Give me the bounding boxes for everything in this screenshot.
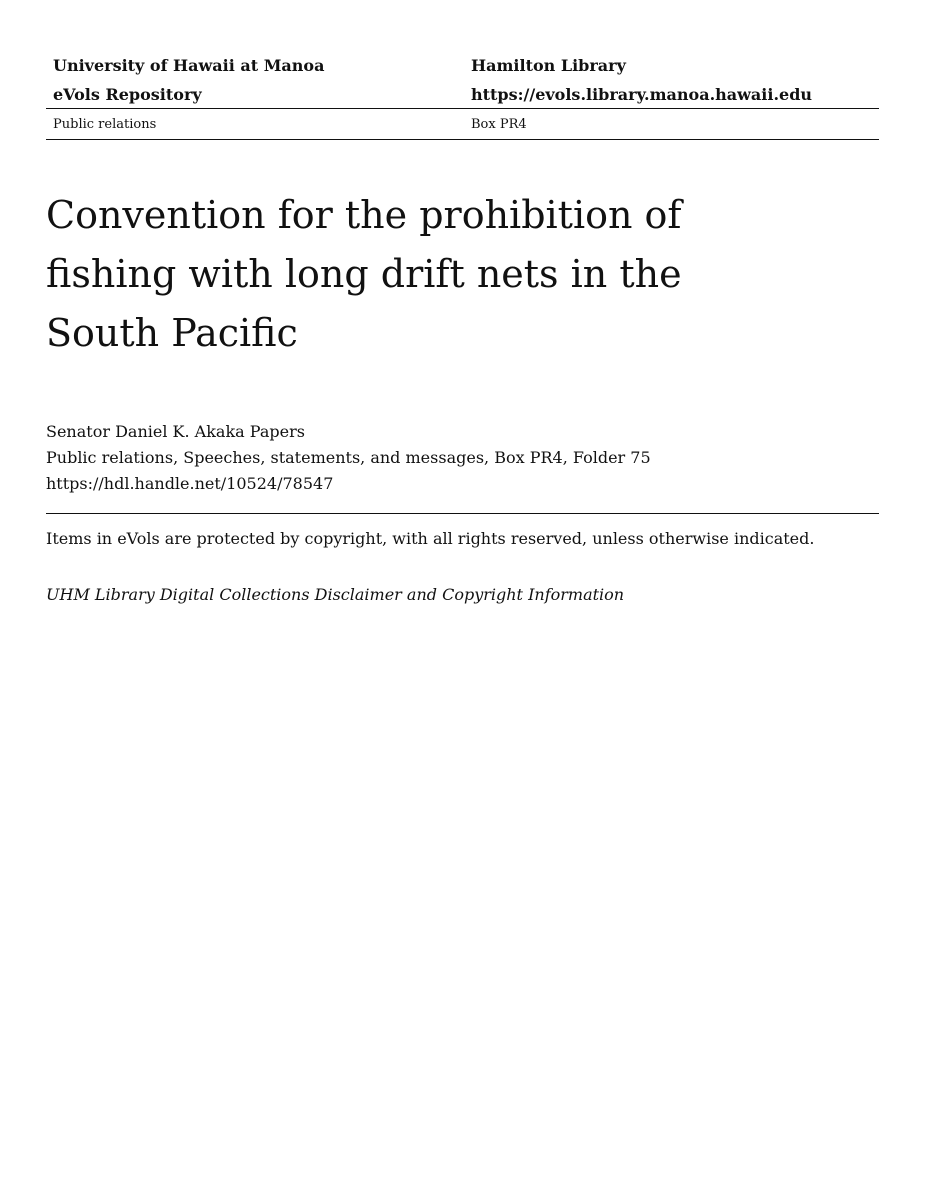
- header-table: [46, 50, 879, 140]
- handle-link[interactable]: https://hdl.handle.net/10524/78547: [46, 474, 334, 493]
- folder-location: Public relations, Speeches, statements, and messages, Box PR4, Folder 75: [46, 448, 651, 467]
- library-name: Hamilton Library: [471, 55, 626, 75]
- header-row-repository: [46, 80, 879, 109]
- collection-name: Senator Daniel K. Akaka Papers: [46, 422, 305, 441]
- repository-name: eVols Repository: [53, 84, 202, 104]
- rights-statement: Items in eVols are protected by copyright, with all rights reserved, unless otherwise indicated.: [46, 529, 815, 548]
- series-name: Public relations: [53, 116, 157, 132]
- institution-name: University of Hawaii at Manoa: [53, 55, 325, 75]
- box-label: Box PR4: [471, 116, 527, 132]
- header-row-institution: [46, 50, 879, 80]
- header-row-series: [46, 109, 879, 140]
- document-title: Convention for the prohibition of fishing with long drift nets in the South Pacific: [46, 193, 682, 355]
- document-metadata: [46, 419, 879, 497]
- repository-url-link[interactable]: https://evols.library.manoa.hawaii.edu: [471, 84, 813, 104]
- section-divider: [46, 513, 879, 514]
- disclaimer-link[interactable]: UHM Library Digital Collections Disclaimer and Copyright Information: [46, 585, 625, 604]
